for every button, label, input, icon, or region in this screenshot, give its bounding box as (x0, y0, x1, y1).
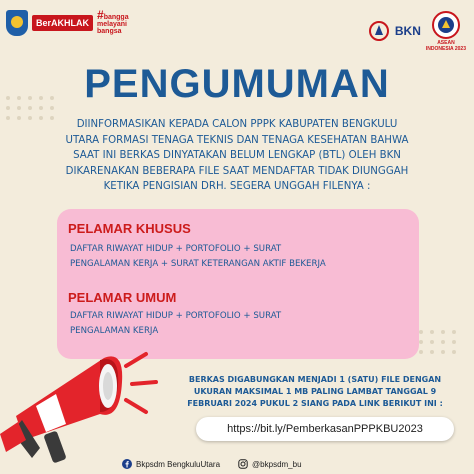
facebook-account[interactable] (122, 459, 220, 469)
intro-paragraph (16, 117, 458, 195)
intro-line: UTARA FORMASI TENAGA TEKNIS DAN TENAGA KESEHATAN BAHWA (65, 134, 409, 146)
facebook-handle: Bkpsdm BengkuluUtara (136, 459, 221, 469)
category-title-khusus: PELAMAR KHUSUS (68, 221, 191, 236)
instagram-account[interactable] (238, 459, 301, 469)
intro-line: DIKARENAKAN BEBERAPA FILE SAAT MENDAFTAR TIDAK DIUNGGAH (65, 165, 409, 177)
asean-logo: ASEAN INDONESIA 2023 (426, 10, 466, 52)
footer (0, 454, 474, 474)
note-line: UKURAN MAKSIMAL 1 MB PALING LAMBAT TANGGAL 9 (193, 387, 437, 396)
header-logos-right (368, 10, 466, 52)
category-line: DAFTAR RIWAYAT HIDUP + PORTOFOLIO + SURAT (70, 244, 282, 254)
category-title-umum: PELAMAR UMUM (68, 290, 177, 305)
intro-line: SAAT INI BERKAS DINYATAKAN BELUM LENGKAP (BTL) OLEH BKN (73, 150, 401, 162)
regency-emblem-icon (6, 10, 28, 36)
intro-line: KETIKA PENGISIAN DRH. SEGERA UNGGAH FILENYA : (103, 181, 371, 193)
page-title: PENGUMUMAN (84, 62, 390, 106)
bangga-melayani-logo: #bangga melayani bangsa (97, 7, 129, 35)
bkn-logo-icon (368, 20, 390, 42)
submission-note (170, 374, 460, 410)
category-line: PENGALAMAN KERJA + SURAT KETERANGAN AKTIF BEKERJA (70, 259, 326, 269)
instagram-handle: @bkpsdm_bu (252, 459, 302, 469)
berakhlak-badge: BerAKHLAK (32, 15, 93, 31)
note-line: BERKAS DIGABUNGKAN MENJADI 1 (SATU) FILE DENGAN (188, 375, 442, 384)
submission-link[interactable]: https://bit.ly/PemberkasanPPPKBU2023 (196, 417, 454, 441)
category-line: DAFTAR RIWAYAT HIDUP + PORTOFOLIO + SURAT (70, 311, 282, 321)
bkn-logo-text: BKN (394, 24, 421, 38)
note-line: FEBRUARI 2024 PUKUL 2 SIANG PADA LINK BERIKUT INI : (187, 399, 443, 408)
facebook-icon (122, 459, 132, 469)
header-logos-left (6, 7, 129, 36)
intro-line: DIINFORMASIKAN KEPADA CALON PPPK KABUPATEN BENGKULU (76, 119, 398, 130)
instagram-icon (238, 459, 248, 469)
asean-emblem-icon (431, 10, 461, 40)
category-line: PENGALAMAN KERJA (70, 326, 159, 336)
